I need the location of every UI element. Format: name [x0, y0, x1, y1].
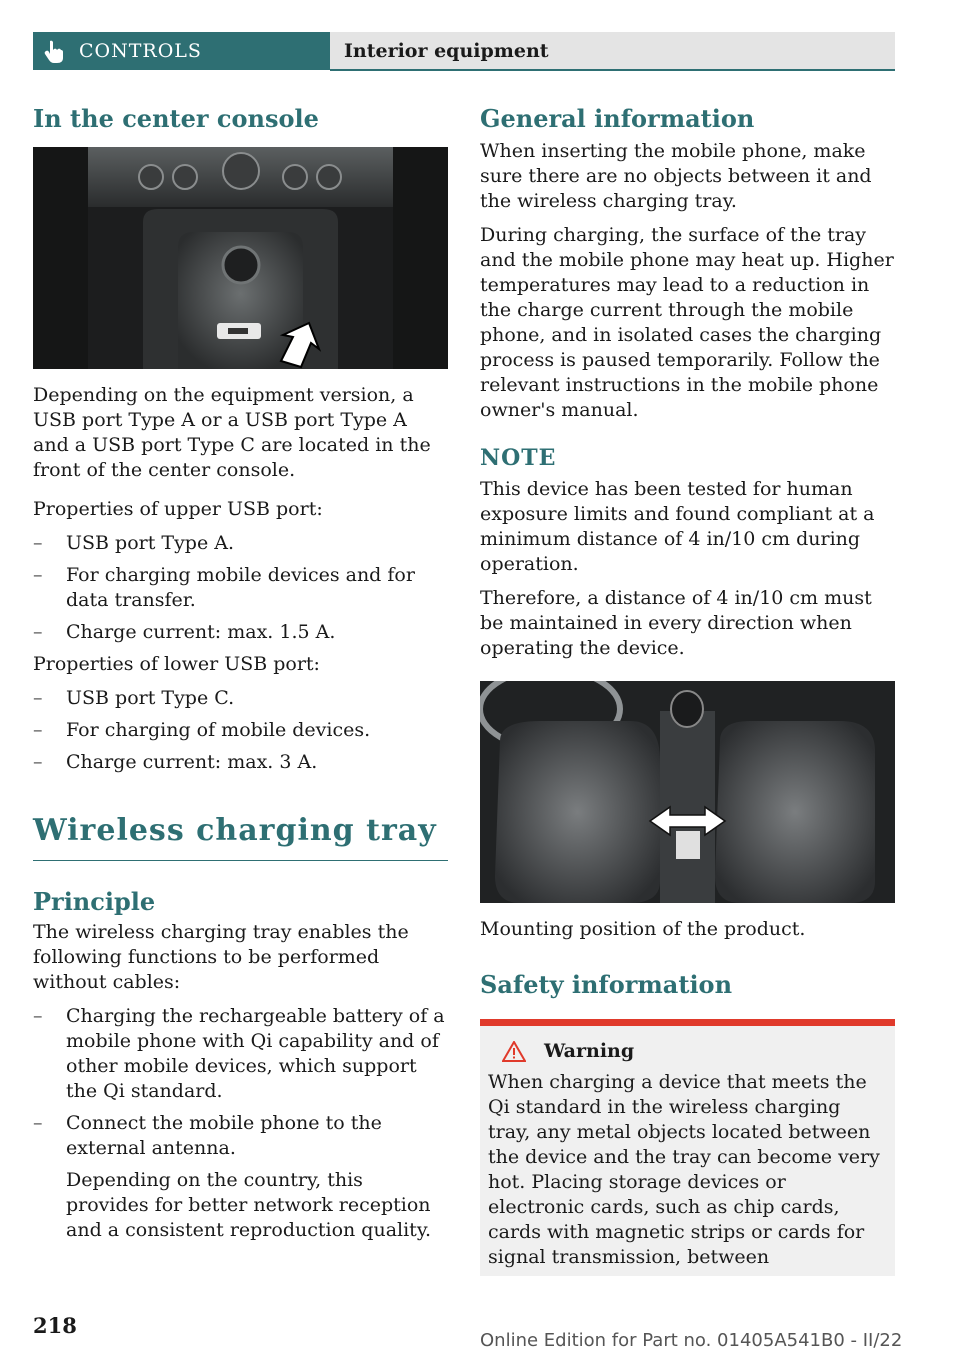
heading-principle: Principle	[33, 887, 156, 916]
list-item: – For charging of mobile devices.	[33, 718, 448, 743]
upper-port-list	[33, 531, 448, 645]
warning-text: When charging a device that meets the Qi standard in the wireless charging tray, any metal objects located between the device and the tray can become very hot. Placing storage devices or electronic cards, such as chip cards, cards with magnetic strips or cards for signal transmission, between	[488, 1071, 880, 1268]
section-rule	[33, 860, 448, 861]
list-item: – USB port Type A.	[33, 531, 448, 556]
upper-port-intro: Properties of upper USB port:	[33, 498, 323, 520]
header-rule	[330, 69, 895, 71]
general-text-1: When inserting the mobile phone, make sure there are no objects between it and the wireless charging tray.	[480, 140, 872, 212]
note-text-1: This device has been tested for human exposure limits and found compliant at a minimum distance of 4 in/10 cm during operation.	[480, 478, 875, 575]
warning-box	[480, 1019, 895, 1276]
page-number: 218	[33, 1313, 77, 1338]
list-item: – For charging mobile devices and for data transfer.	[33, 563, 448, 613]
header-section-tab	[33, 32, 330, 70]
heading-general-information: General information	[480, 104, 755, 133]
warning-triangle-icon	[502, 1041, 526, 1062]
list-item	[33, 1111, 448, 1243]
note-heading: NOTE	[480, 445, 557, 471]
lower-port-intro: Properties of lower USB port:	[33, 653, 320, 675]
header-section-label: CONTROLS	[79, 40, 202, 62]
general-text-2: During charging, the surface of the tray and the mobile phone may heat up. Higher temperatures may lead to a reduction in the charge current through the mobile phone, and in isolated cases the charging process is paused temporarily. Follow the relevant instructions in the mobile phone owner's manual.	[480, 224, 894, 421]
footer-edition: Online Edition for Part no. 01405A541B0 - II/22	[480, 1330, 903, 1351]
center-console-photo	[33, 147, 448, 369]
note-text-2: Therefore, a distance of 4 in/10 cm must be maintained in every direction when operating the device.	[480, 587, 872, 659]
list-item-text: Connect the mobile phone to the external antenna.	[66, 1112, 382, 1159]
list-item-subtext: Depending on the country, this provides for better network reception and a consistent reproduction quality.	[66, 1169, 432, 1241]
list-item: – USB port Type C.	[33, 686, 448, 711]
list-item: – Charge current: max. 1.5 A.	[33, 620, 448, 645]
principle-list	[33, 1004, 448, 1243]
warning-title: Warning	[544, 1040, 635, 1062]
list-item: – Charge current: max. 3 A.	[33, 750, 448, 775]
header-title: Interior equipment	[344, 40, 549, 62]
lower-port-list	[33, 686, 448, 775]
hand-pointer-icon	[43, 39, 65, 63]
left-column	[33, 104, 448, 1250]
heading-center-console: In the center console	[33, 104, 319, 133]
list-item-text: Charging the rechargeable battery of a mobile phone with Qi capability and of other mobile devices, which support the Qi standard.	[66, 1005, 445, 1102]
principle-text: The wireless charging tray enables the following functions to be performed without cables:	[33, 921, 409, 993]
right-column	[480, 104, 895, 1276]
photo-caption: Mounting position of the product.	[480, 918, 806, 940]
mounting-position-photo	[480, 681, 895, 903]
list-item	[33, 1004, 448, 1104]
center-console-text: Depending on the equipment version, a USB port Type A or a USB port Type A and a USB port Type C are located in the front of the center console.	[33, 384, 431, 481]
header-title-bar	[330, 32, 895, 70]
heading-safety-information: Safety information	[480, 970, 733, 999]
warning-title-row	[488, 1040, 887, 1062]
heading-wireless-charging: Wireless charging tray	[33, 813, 437, 848]
